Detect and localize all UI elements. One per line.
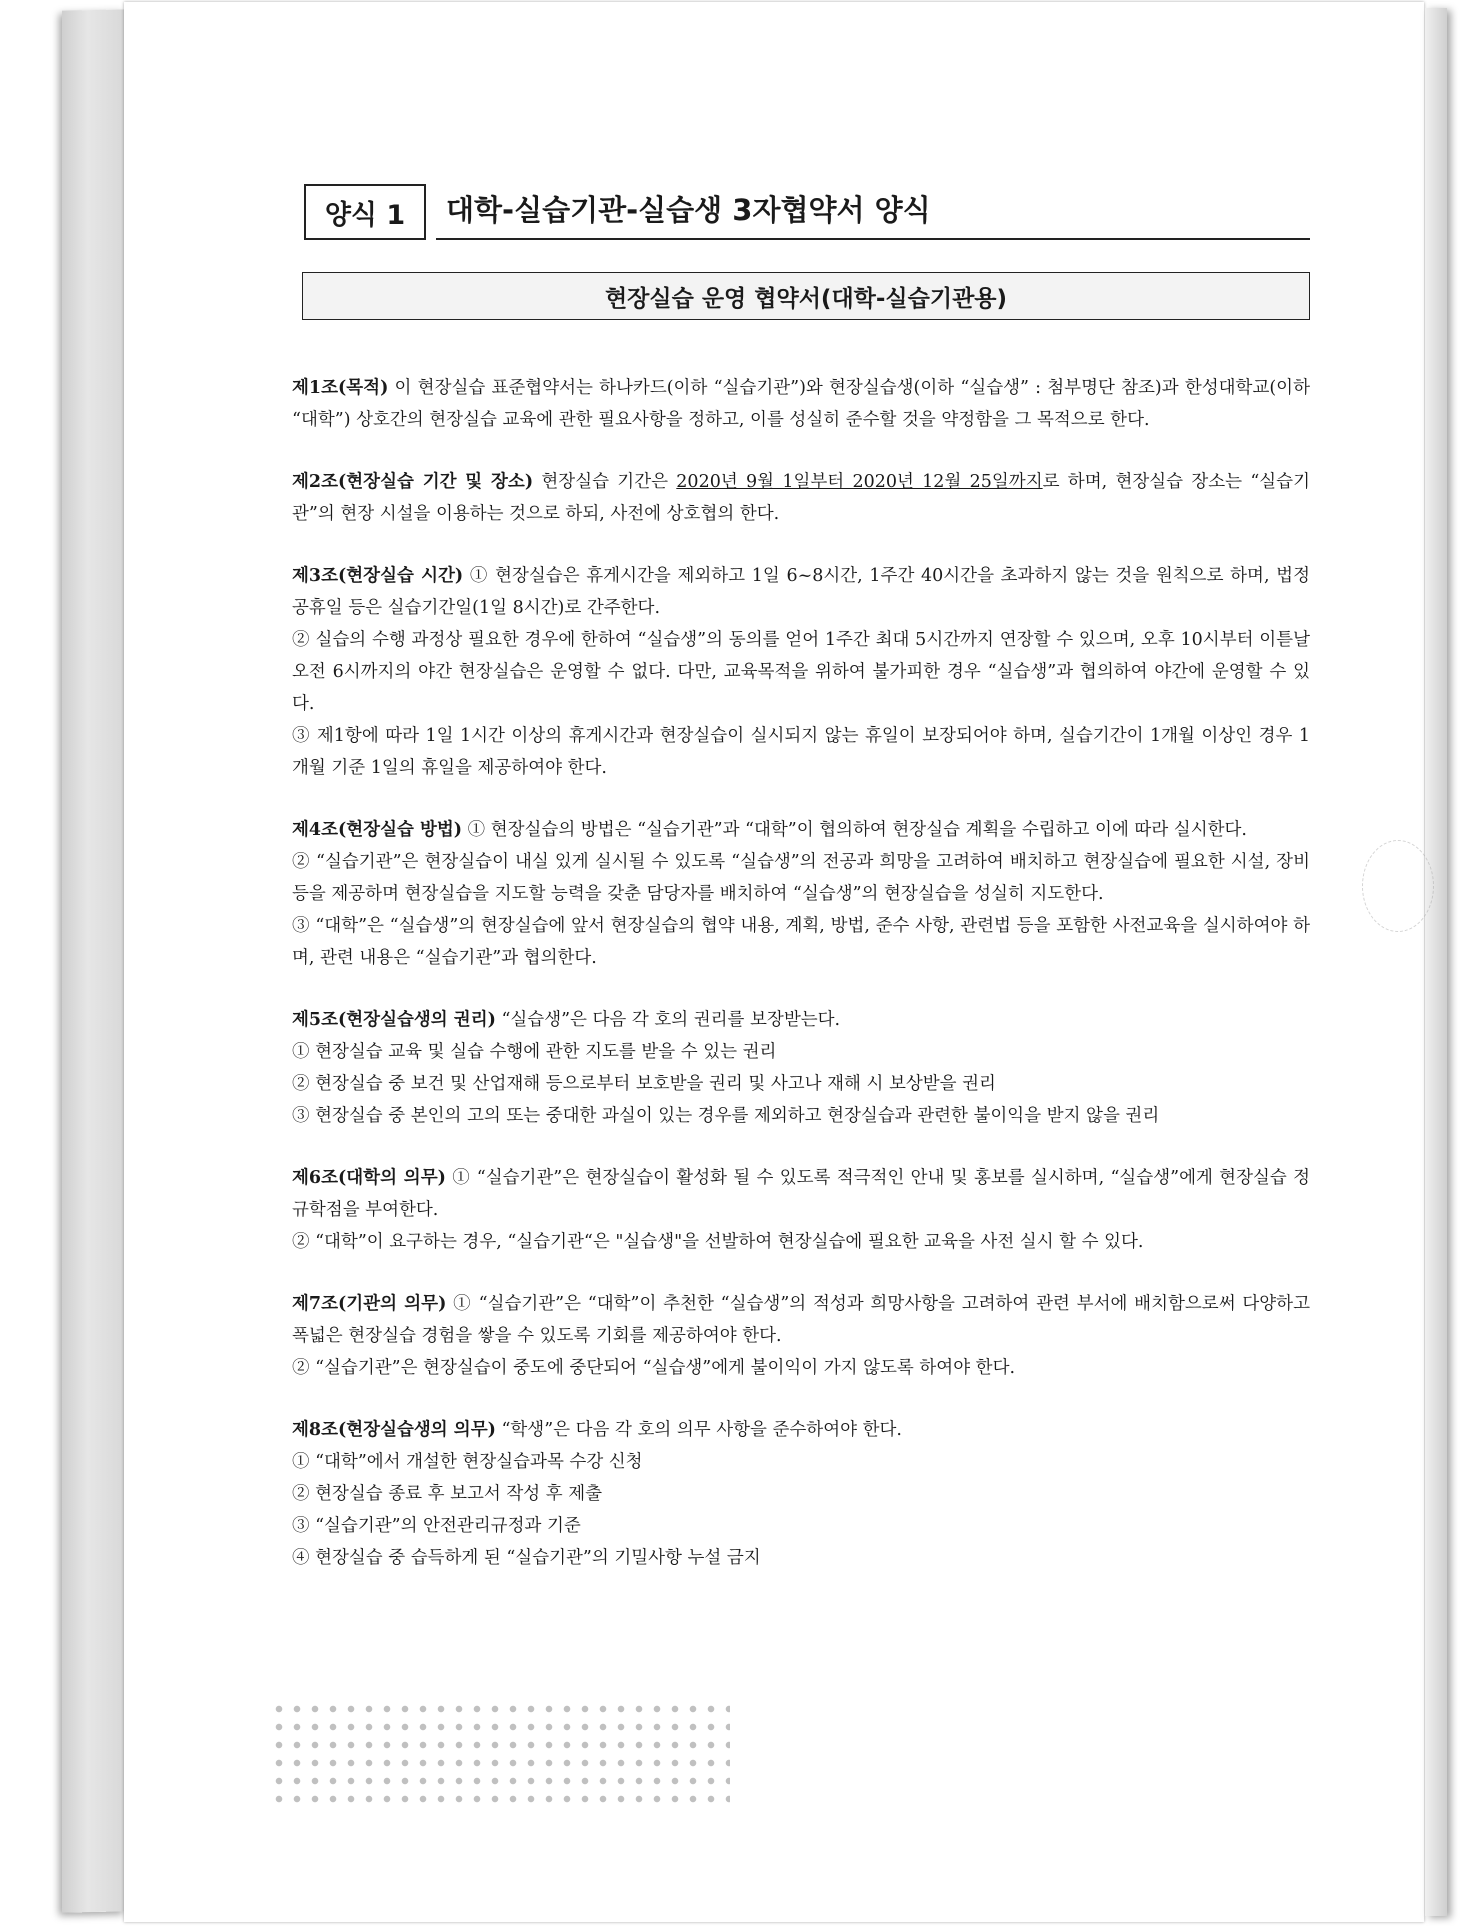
article-8 <box>292 1414 1310 1574</box>
article-3-paragraph-2: ② 실습의 수행 과정상 필요한 경우에 한하여 “실습생”의 동의를 얻어 1주간 최대 5시간까지 연장할 수 있으며, 오후 10시부터 이튿날 오전 6시까지의 야간 현장실습은 운영할 수 없다. 다만, 교육목적을 위하여 불가피한 경우 “실습생”과 협의하여 야간에 운영할 수 있다. <box>292 630 1310 714</box>
faint-seal-stamp <box>1362 840 1434 932</box>
article-1-paragraph <box>292 372 1310 436</box>
article-3-paragraph-3: ③ 제1항에 따라 1일 1시간 이상의 휴게시간과 현장실습이 실시되지 않는 휴일이 보장되어야 하며, 실습기간이 1개월 이상인 경우 1개월 기준 1일의 휴일을 제공하여야 한다. <box>292 726 1310 778</box>
form-title: 대학-실습기관-실습생 3자협약서 양식 <box>436 188 1310 240</box>
article-7-paragraph-2: ② “실습기관”은 현장실습이 중도에 중단되어 “실습생”에게 불이익이 가지 않도록 하여야 한다. <box>292 1358 1016 1378</box>
article-2-text-pre: 현장실습 기간은 <box>533 472 677 492</box>
article-8-text-1: “학생”은 다음 각 호의 의무 사항을 준수하여야 한다. <box>495 1420 902 1440</box>
article-3-heading: 제3조(현장실습 시간) <box>292 566 464 586</box>
article-7-paragraph-1 <box>292 1288 1310 1352</box>
book-back-edge <box>1425 8 1447 1916</box>
article-5-paragraph-1 <box>292 1004 1310 1036</box>
article-8-item-3: ③ “실습기관”의 안전관리규정과 기준 <box>292 1516 581 1536</box>
article-6-paragraph-2: ② “대학”이 요구하는 경우, “실습기관“은 "실습생"을 선발하여 현장실습에 필요한 교육을 사전 실시 할 수 있다. <box>292 1232 1144 1252</box>
article-4-paragraph-2: ② “실습기관”은 현장실습이 내실 있게 실시될 수 있도록 “실습생”의 전공과 희망을 고려하여 배치하고 현장실습에 필요한 시설, 장비 등을 제공하며 현장실습을 지도할 능력을 갖춘 담당자를 배치하여 “실습생”의 현장실습을 성실히 지도한다. <box>292 852 1310 904</box>
perforation-dots <box>270 1700 730 1806</box>
article-3-paragraph-1 <box>292 560 1310 624</box>
book-spine <box>62 9 126 1912</box>
article-5-item-2: ② 현장실습 중 보건 및 산업재해 등으로부터 보호받을 권리 및 사고나 재해 시 보상받을 권리 <box>292 1074 996 1094</box>
article-4-heading: 제4조(현장실습 방법) <box>292 820 463 840</box>
article-4 <box>292 814 1310 974</box>
article-3-text-1: ① 현장실습은 휴게시간을 제외하고 1일 6~8시간, 1주간 40시간을 초과하지 않는 것을 원칙으로 하며, 법정 공휴일 등은 실습기간일(1일 8시간)로 간주한다. <box>292 566 1310 618</box>
article-6-heading: 제6조(대학의 의무) <box>292 1168 446 1188</box>
article-2-text-post: 로 하며, 현장실습 장소는 “실습기관”의 현장 시설을 이용하는 것으로 하되, 사전에 상호협의 한다. <box>292 472 1310 524</box>
article-7 <box>292 1288 1310 1384</box>
article-8-item-4: ④ 현장실습 중 습득하게 된 “실습기관”의 기밀사항 누설 금지 <box>292 1548 761 1568</box>
article-7-text-1: ① “실습기관”은 “대학”이 추천한 “실습생”의 적성과 희망사항을 고려하여 관련 부서에 배치함으로써 다양하고 폭넓은 현장실습 경험을 쌓을 수 있도록 기회를 제공하여야 한다. <box>292 1294 1310 1346</box>
article-1 <box>292 372 1310 436</box>
document-title: 현장실습 운영 협약서(대학-실습기관용) <box>302 272 1310 320</box>
article-1-heading: 제1조(목적) <box>292 378 389 398</box>
article-8-heading: 제8조(현장실습생의 의무) <box>292 1420 496 1440</box>
article-4-paragraph-1 <box>292 814 1310 846</box>
article-4-text-1: ① 현장실습의 방법은 “실습기관”과 “대학”이 협의하여 현장실습 계획을 수립하고 이에 따라 실시한다. <box>462 820 1247 840</box>
article-5-item-3: ③ 현장실습 중 본인의 고의 또는 중대한 과실이 있는 경우를 제외하고 현장실습과 관련한 불이익을 받지 않을 권리 <box>292 1106 1160 1126</box>
article-5-item-1: ① 현장실습 교육 및 실습 수행에 관한 지도를 받을 수 있는 권리 <box>292 1042 777 1062</box>
article-2-paragraph <box>292 466 1310 530</box>
article-5-heading: 제5조(현장실습생의 권리) <box>292 1010 496 1030</box>
article-3 <box>292 560 1310 784</box>
article-1-text: 이 현장실습 표준협약서는 하나카드(이하 “실습기관”)와 현장실습생(이하 “실습생” : 첨부명단 참조)과 한성대학교(이하 “대학”) 상호간의 현장실습 교육에 관한 필요사항을 정하고, 이를 성실히 준수할 것을 약정함을 그 목적으로 한다. <box>292 378 1310 430</box>
article-8-item-1: ① “대학”에서 개설한 현장실습과목 수강 신청 <box>292 1452 643 1472</box>
article-2 <box>292 466 1310 530</box>
article-2-heading: 제2조(현장실습 기간 및 장소) <box>292 472 534 492</box>
article-6-paragraph-1 <box>292 1162 1310 1226</box>
article-8-item-2: ② 현장실습 종료 후 보고서 작성 후 제출 <box>292 1484 603 1504</box>
document-content <box>284 184 1310 1604</box>
article-7-heading: 제7조(기관의 의무) <box>292 1294 447 1314</box>
form-label: 양식 1 <box>304 184 426 240</box>
article-5-text-1: “실습생”은 다음 각 호의 권리를 보장받는다. <box>495 1010 841 1030</box>
article-6-text-1: ① “실습기관”은 현장실습이 활성화 될 수 있도록 적극적인 안내 및 홍보를 실시하며, “실습생”에게 현장실습 정규학점을 부여한다. <box>292 1168 1310 1220</box>
article-8-paragraph-1 <box>292 1414 1310 1446</box>
article-6 <box>292 1162 1310 1258</box>
practicum-period: 2020년 9월 1일부터 2020년 12월 25일까지 <box>676 472 1043 492</box>
form-header <box>284 184 1310 244</box>
article-5 <box>292 1004 1310 1132</box>
article-4-paragraph-3: ③ “대학”은 “실습생”의 현장실습에 앞서 현장실습의 협약 내용, 계획, 방법, 준수 사항, 관련법 등을 포함한 사전교육을 실시하여야 하며, 관련 내용은 “실습기관”과 협의한다. <box>292 916 1310 968</box>
articles <box>292 372 1310 1574</box>
